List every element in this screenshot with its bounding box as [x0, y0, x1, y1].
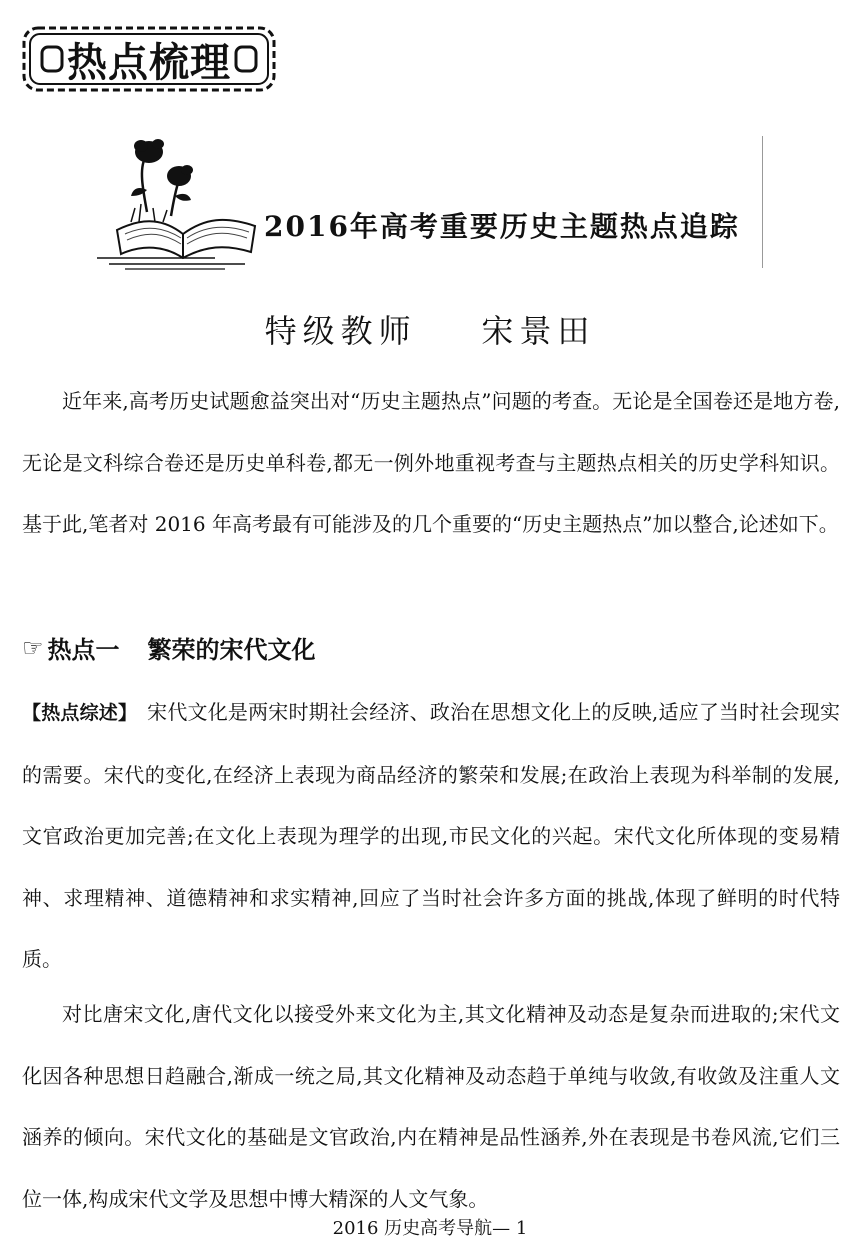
author-line: 特级教师 宋景田 — [264, 312, 596, 350]
title-banner — [95, 130, 765, 270]
open-book-with-flowers-icon — [95, 130, 265, 270]
page-footer: 2016 历史高考导航— 1 — [332, 1218, 528, 1239]
pointing-hand-icon: ☞ — [22, 633, 44, 662]
summary-text: 宋代文化是两宋时期社会经济、政治在思想文化上的反映,适应了当时社会现实的需要。宋代的变化,在经济上表现为商品经济的繁荣和发展;在政治上表现为科举制的发展,文官政治更加完善;在文化上表现为理学的出现,市民文化的兴起。宋代文化所体现的变易精神、求理精神、道德精神和求实精神,回应了当时社会许多方面的挑战,体现了鲜明的时代特质。 — [22, 700, 840, 971]
comparison-paragraph: 对比唐宋文化,唐代文化以接受外来文化为主,其文化精神及动态是复杂而进取的;宋代文化因各种思想日趋融合,渐成一统之局,其文化精神及动态趋于单纯与收敛,有收敛及注重人文涵养的倾向。宋代文化的基础是文官政治,内在精神是品性涵养,外在表现是书卷风流,它们三位一体,构成宋代文学及思想中博大精深的人文气象。 — [22, 1002, 840, 1211]
intro-paragraph: 近年来,高考历史试题愈益突出对“历史主题热点”问题的考查。无论是全国卷还是地方卷,无论是文科综合卷还是历史单科卷,都无一例外地重视考查与主题热点相关的历史学科知识。基于此,笔者对 2016 年高考最有可能涉及的几个重要的“历史主题热点”加以整合,论述如下。 — [22, 389, 840, 536]
banner-title: 2016年高考重要历史主题热点追踪 — [264, 210, 740, 243]
section-badge-label: 热点梳理 — [67, 39, 231, 86]
summary-label: 【热点综述】 — [22, 702, 138, 724]
hotspot-heading — [22, 630, 316, 665]
hotspot-title: 繁荣的宋代文化 — [147, 636, 316, 664]
banner-divider — [762, 136, 763, 268]
section-badge — [20, 24, 278, 94]
hotspot-number: 热点一 — [47, 636, 120, 664]
summary-paragraph — [22, 682, 840, 991]
